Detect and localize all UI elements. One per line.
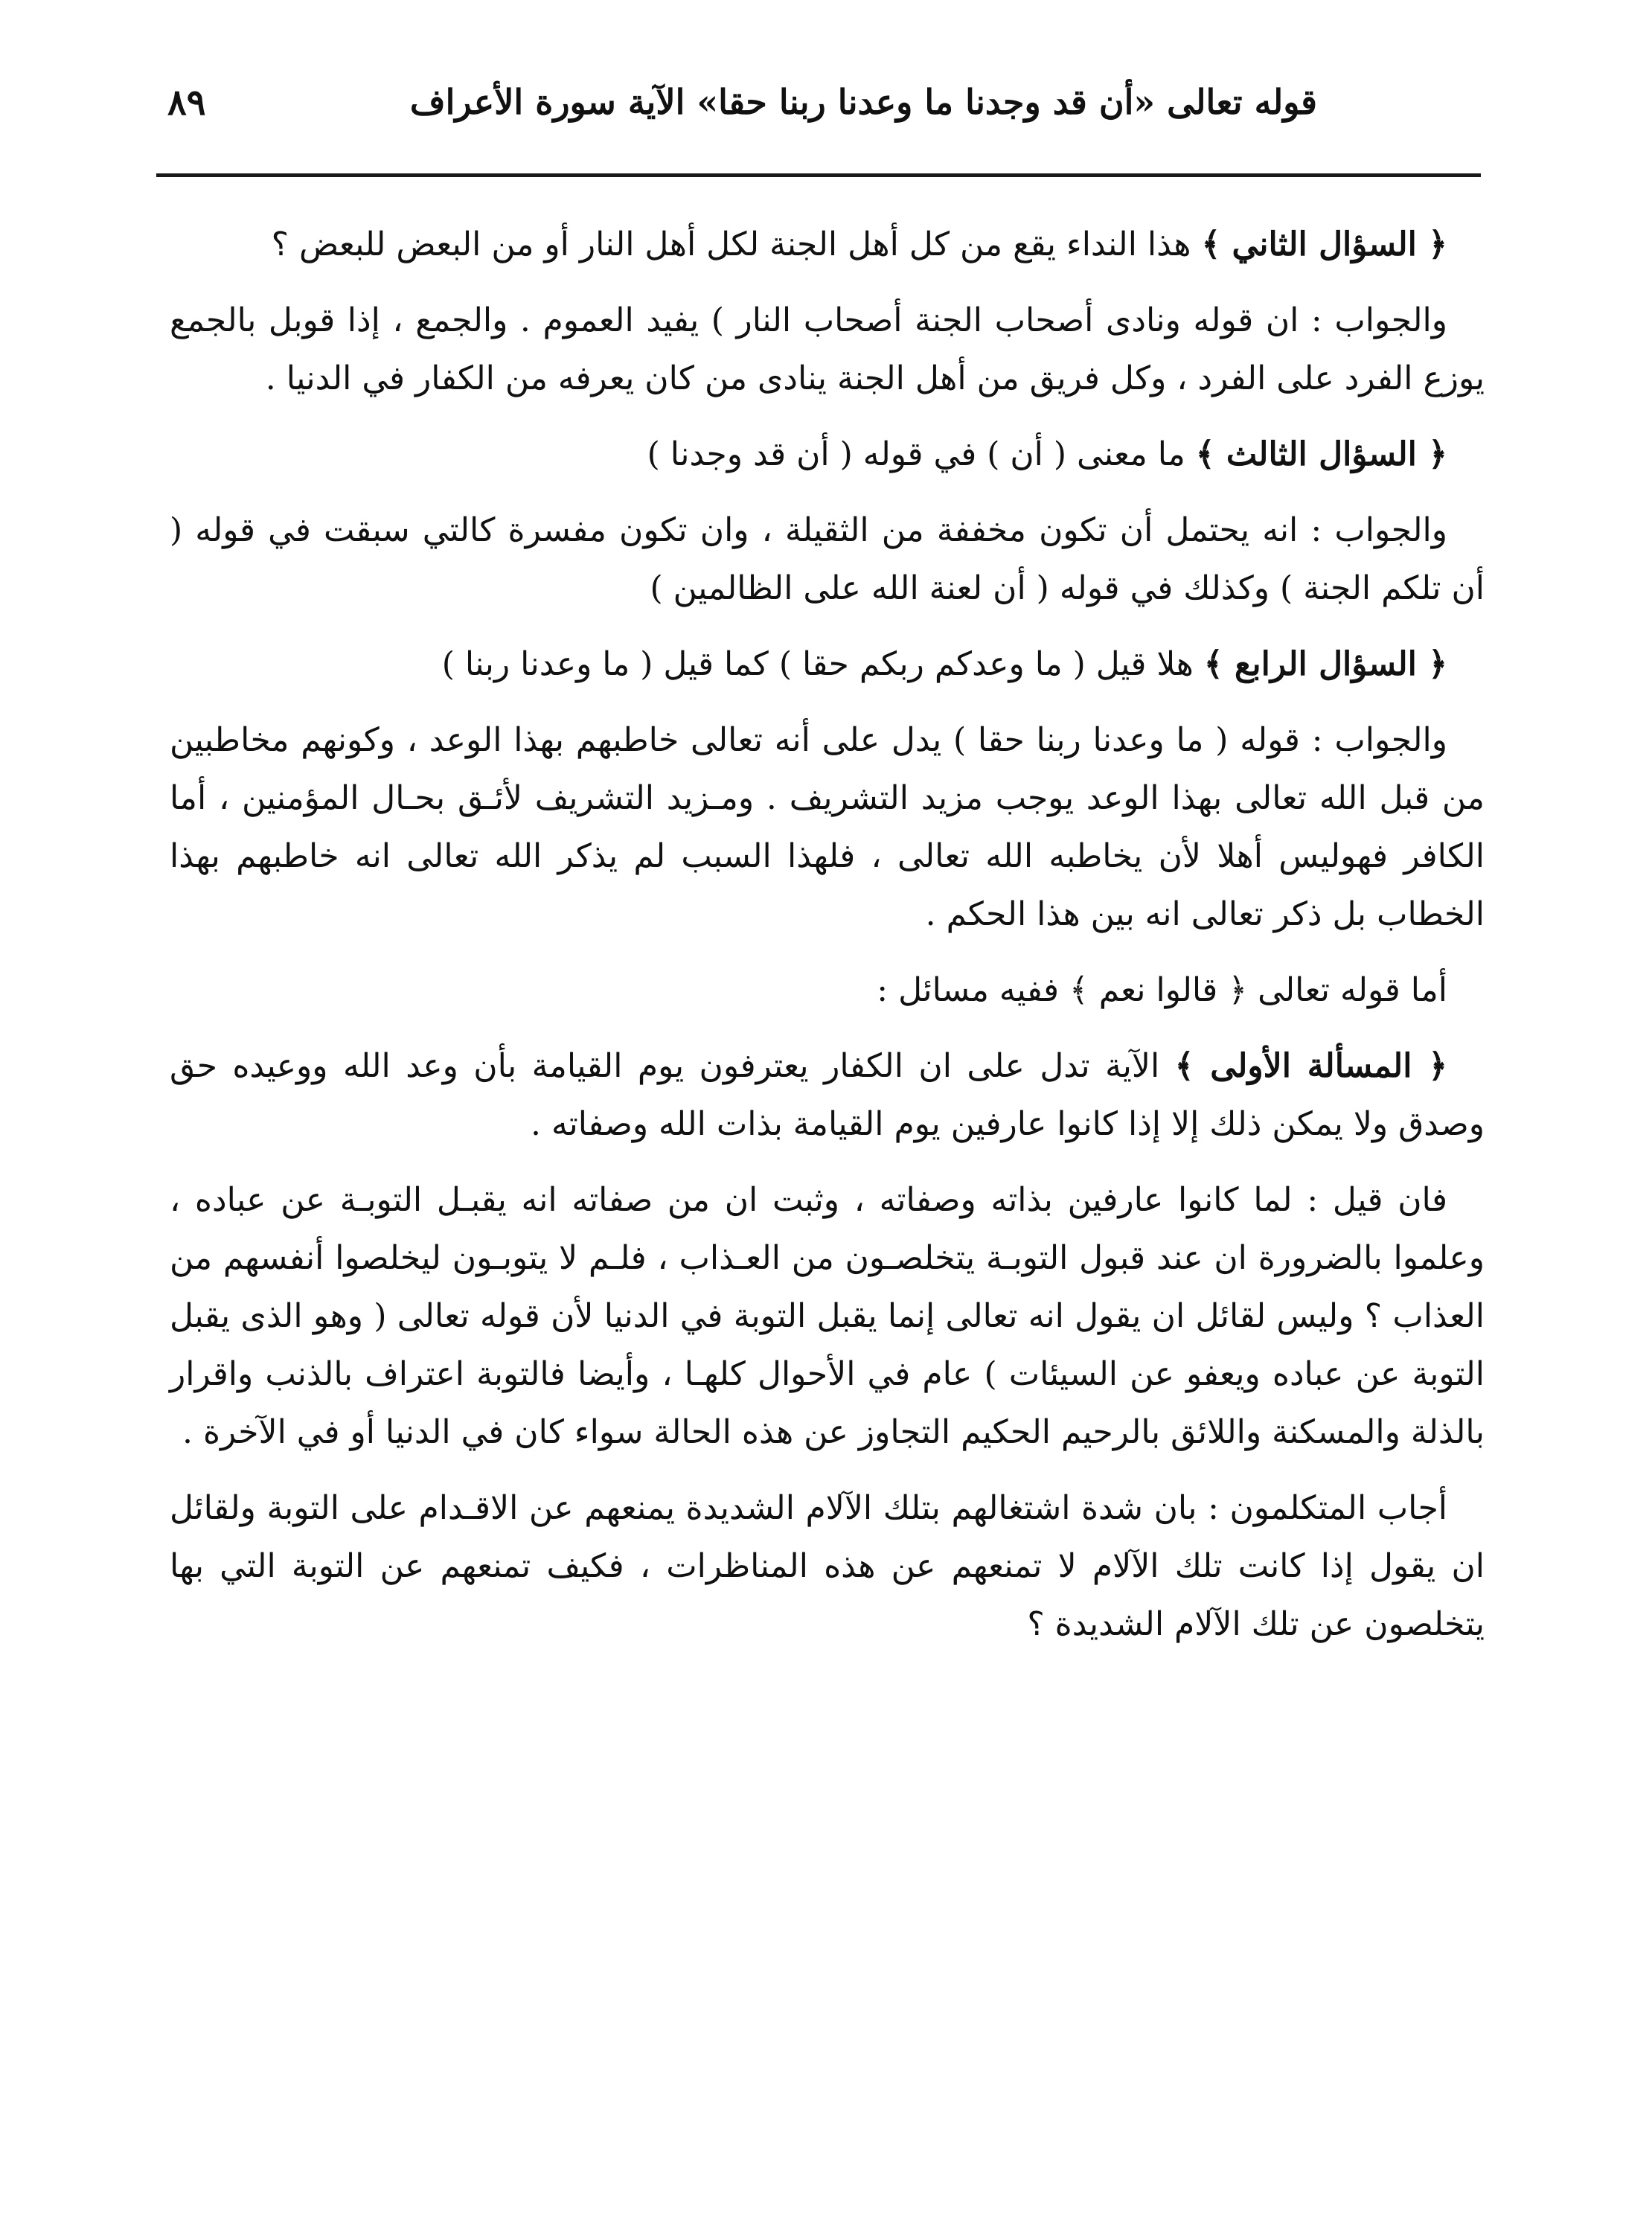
issue-label: ﴿ المسألة الأولى ﴾ xyxy=(1174,1047,1447,1085)
paragraph-question-3 xyxy=(170,426,1485,484)
paragraph-text: والجواب : قوله ( ما وعدنا ربنا حقا ) يدل على أنه تعالى خاطبهم بهذا الوعد ، وكونهم مخاطبين من قبل الله تعالى بهذا الوعد يوجب مزيد التشريف . ومـزيد التشريف لأئـق بحـال المؤمنين ، أما الكافر فهوليس أهلا لأن يخاطبه الله تعالى ، فلهذا السبب لم يذكر الله تعالى انه خاطبهم بهذا الخطاب بل ذكر تعالى انه بين هذا الحكم . xyxy=(170,721,1485,933)
paragraph-text: والجواب : انه يحتمل أن تكون مخففة من الثقيلة ، وان تكون مفسرة كالتي سبقت في قوله ( أن تلكم الجنة ) وكذلك في قوله ( أن لعنة الله على الظالمين ) xyxy=(170,511,1485,607)
paragraph-intro-issues xyxy=(170,961,1485,1020)
paragraph-answer-3 xyxy=(170,502,1485,618)
paragraph-reply xyxy=(170,1479,1485,1654)
paragraph-question-4 xyxy=(170,636,1485,694)
paragraph-text: فان قيل : لما كانوا عارفين بذاته وصفاته ، وثبت ان من صفاته انه يقبـل التوبـة عن عباده ، وعلموا بالضرورة ان عند قبول التوبـة يتخلصـون من العـذاب ، فلـم لا يتوبـون ليخلصوا أنفسهم من العذاب ؟ وليس لقائل ان يقول انه تعالى إنما يقبل التوبة في الدنيا لأن قوله تعالى ( وهو الذى يقبل التوبة عن عباده ويعفو عن السيئات ) عام في الأحوال كلهـا ، وأيضا فالتوبة اعتراف بالذنب واقرار بالذلة والمسكنة واللائق بالرحيم الحكيم التجاوز عن هذه الحالة سواء كان في الدنيا أو في الآخرة . xyxy=(170,1181,1485,1451)
running-title: قوله تعالى «أن قد وجدنا ما وعدنا ربنا حقا» الآية سورة الأعراف xyxy=(409,82,1317,122)
paragraph-text: أجاب المتكلمون : بان شدة اشتغالهم بتلك الآلام الشديدة يمنعهم عن الاقـدام على التوبة ولقائل ان يقول إذا كانت تلك الآلام لا تمنعهم عن هذه المناظرات ، فكيف تمنعهم عن التوبة التي بها يتخلصون عن تلك الآلام الشديدة ؟ xyxy=(170,1489,1485,1643)
paragraph-answer-2 xyxy=(170,292,1485,408)
page-body xyxy=(170,216,1485,1671)
question-label: ﴿ السؤال الرابع ﴾ xyxy=(1203,645,1447,683)
question-label: ﴿ السؤال الثالث ﴾ xyxy=(1195,435,1447,473)
paragraph-text: أما قوله تعالى ﴿ قالوا نعم ﴾ ففيه مسائل : xyxy=(877,971,1447,1009)
page-header xyxy=(153,74,1481,141)
header-rule xyxy=(156,173,1481,177)
paragraph-text: والجواب : ان قوله ونادى أصحاب الجنة أصحاب النار ) يفيد العموم . والجمع ، إذا قوبل بالجمع يوزع الفرد على الفرد ، وكل فريق من أهل الجنة ينادى من كان يعرفه من الكفار في الدنيا . xyxy=(170,301,1485,397)
paragraph-text: الآية تدل على ان الكفار يعترفون يوم القيامة بأن وعد الله ووعيده حق وصدق ولا يمكن ذلك إلا إذا كانوا عارفين يوم القيامة بذات الله وصفاته . xyxy=(170,1047,1485,1143)
paragraph-question-2 xyxy=(170,216,1485,274)
paragraph-text: هذا النداء يقع من كل أهل الجنة لكل أهل النار أو من البعض للبعض ؟ xyxy=(271,225,1202,263)
paragraph-objection xyxy=(170,1171,1485,1462)
paragraph-answer-4 xyxy=(170,711,1485,944)
paragraph-text: ما معنى ( أن ) في قوله ( أن قد وجدنا ) xyxy=(647,435,1196,473)
paragraph-text: هلا قيل ( ما وعدكم ربكم حقا ) كما قيل ( ما وعدنا ربنا ) xyxy=(441,645,1204,683)
page-number: ٨٩ xyxy=(167,82,206,124)
paragraph-issue-1 xyxy=(170,1037,1485,1153)
question-label: ﴿ السؤال الثاني ﴾ xyxy=(1201,225,1447,263)
